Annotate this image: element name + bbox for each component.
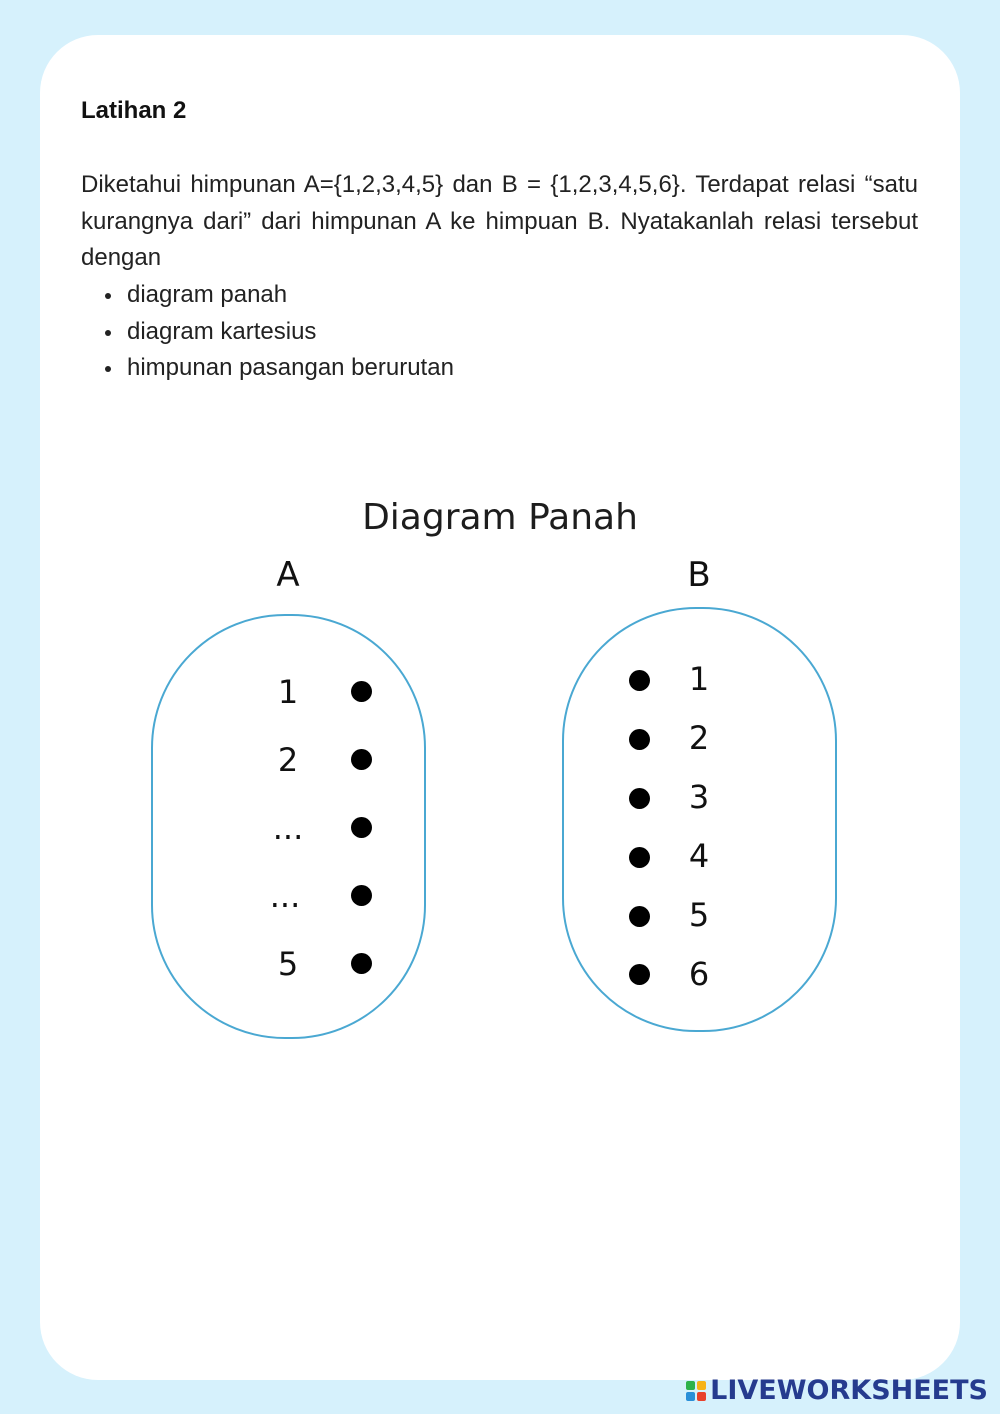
set-a-dot-5[interactable] [351, 953, 372, 974]
set-b-element-4: 4 [688, 837, 710, 875]
logo-square-icon [697, 1381, 706, 1390]
logo-square-icon [697, 1392, 706, 1401]
set-b-dot-4[interactable] [629, 847, 650, 868]
set-a-element-4-blank[interactable]: ... [269, 877, 301, 915]
set-b-dot-2[interactable] [629, 729, 650, 750]
set-a-dot-4[interactable] [351, 885, 372, 906]
exercise-title: Latihan 2 [81, 97, 187, 124]
set-b-element-2: 2 [688, 719, 710, 757]
set-b-element-1: 1 [688, 660, 710, 698]
set-a-dot-2[interactable] [351, 749, 372, 770]
set-a-label: A [276, 555, 300, 595]
set-b-dot-5[interactable] [629, 906, 650, 927]
logo-square-icon [686, 1392, 695, 1401]
set-a-element-3-blank[interactable]: ... [272, 809, 304, 847]
set-b-dot-3[interactable] [629, 788, 650, 809]
logo-text: LIVEWORKSHEETS [710, 1375, 988, 1406]
set-a-dot-3[interactable] [351, 817, 372, 838]
set-a-element-1: 1 [277, 673, 299, 711]
set-a-element-2: 2 [277, 741, 299, 779]
exercise-instructions: Diketahui himpunan A={1,2,3,4,5} dan B = {1,2,3,4,5,6}. Terdapat relasi “satu kurangnya dari” dari himpunan A ke himpuan B. Nyatakanlah relasi tersebut dengan [81, 171, 918, 271]
diagram-title: Diagram Panah [362, 497, 638, 538]
set-b-element-5: 5 [688, 896, 710, 934]
set-b-element-3: 3 [688, 778, 710, 816]
set-b-label: B [687, 555, 711, 595]
set-a-dot-1[interactable] [351, 681, 372, 702]
list-item: himpunan pasangan berurutan [81, 350, 454, 387]
list-item: diagram panah [81, 277, 454, 314]
set-b-dot-1[interactable] [629, 670, 650, 691]
set-b-element-6: 6 [688, 955, 710, 993]
logo-grid-icon [686, 1381, 706, 1401]
set-b-dot-6[interactable] [629, 964, 650, 985]
liveworksheets-logo [686, 1375, 988, 1406]
set-a-element-5: 5 [277, 945, 299, 983]
list-item: diagram kartesius [81, 314, 454, 351]
logo-square-icon [686, 1381, 695, 1390]
answer-format-list [81, 277, 454, 387]
